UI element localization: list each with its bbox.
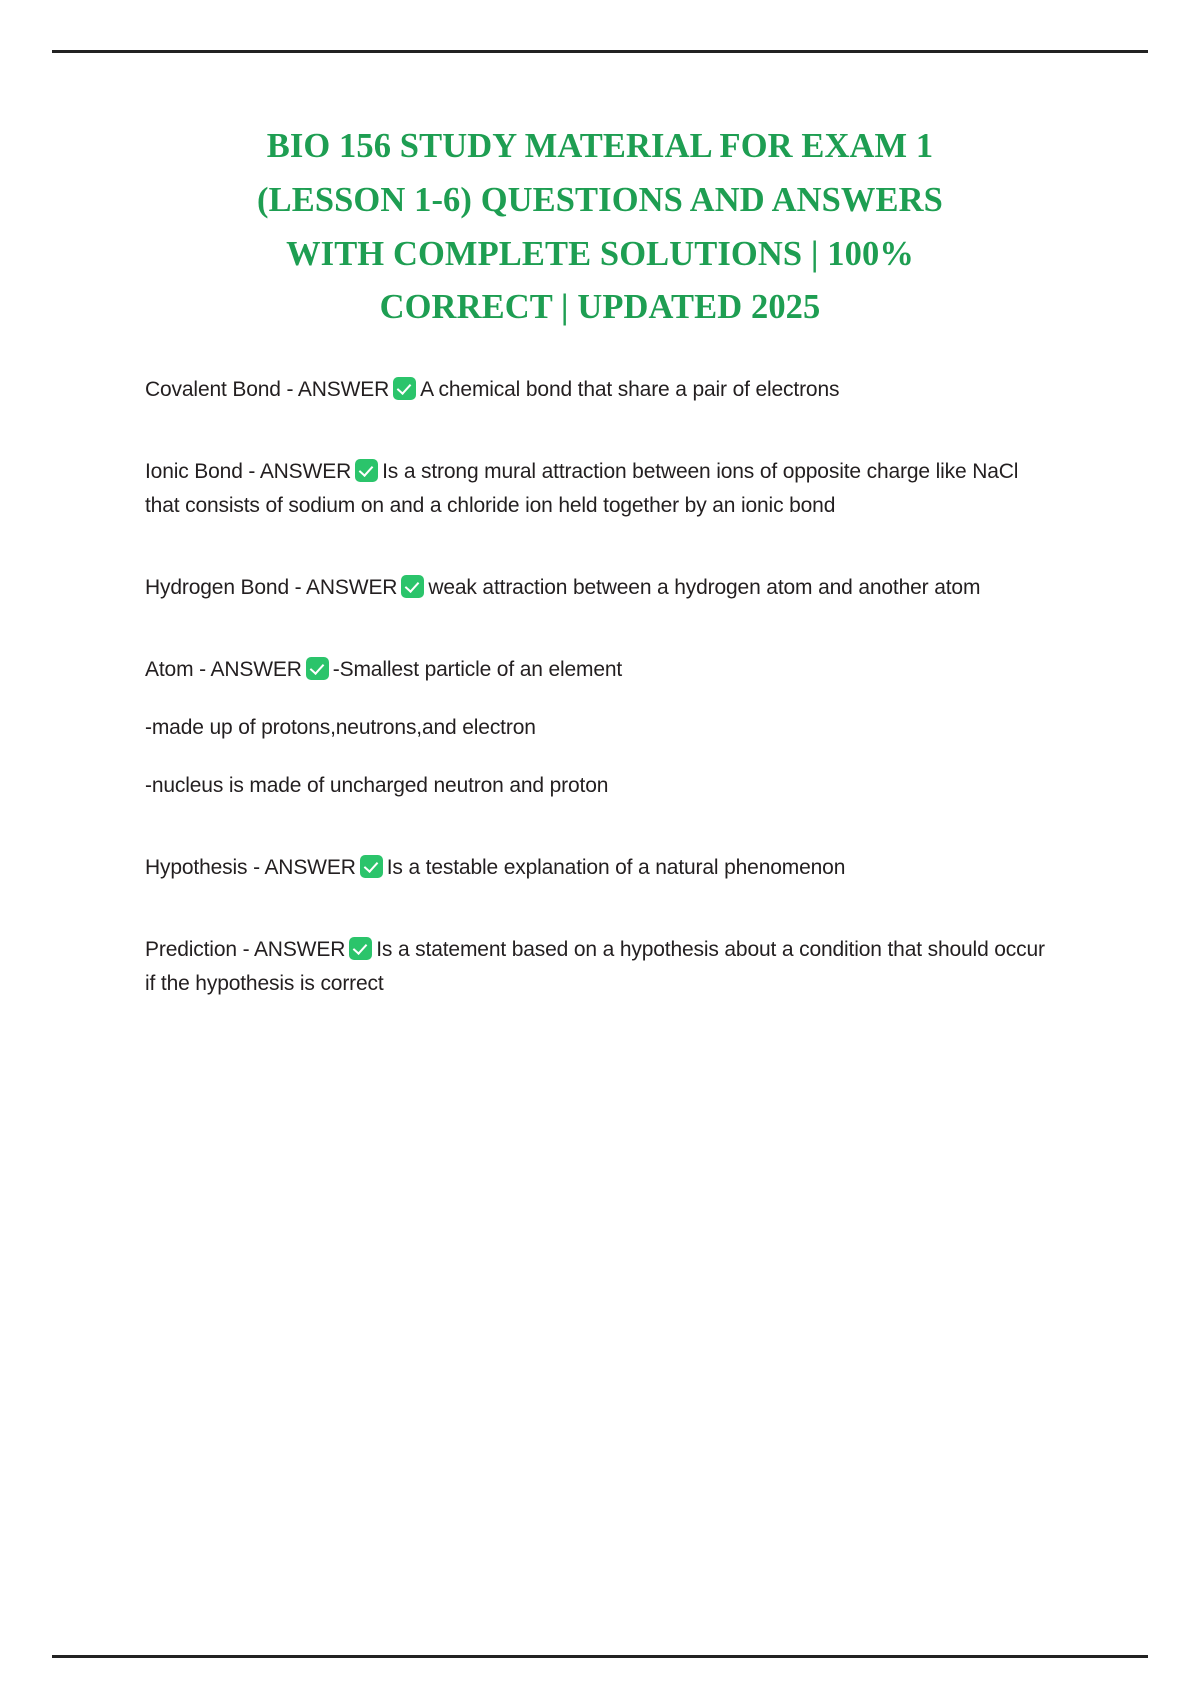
- qa-item: [145, 653, 1055, 803]
- qa-answer-label: ANSWER: [264, 856, 356, 880]
- page-title-line-2: (LESSON 1-6) QUESTIONS AND ANSWERS: [257, 180, 943, 219]
- qa-item: [145, 571, 1055, 605]
- qa-line: [145, 373, 1055, 407]
- qa-item: [145, 455, 1055, 523]
- check-mark-icon: [306, 657, 329, 680]
- qa-answer-text: -Smallest particle of an element: [332, 658, 623, 682]
- qa-separator: -: [242, 460, 260, 484]
- qa-line: [145, 571, 1055, 605]
- qa-separator: -: [247, 856, 265, 880]
- page-title-line-1: BIO 156 STUDY MATERIAL FOR EXAM 1: [266, 127, 934, 165]
- qa-answer-label: ANSWER: [306, 576, 398, 600]
- qa-separator: -: [193, 658, 211, 682]
- check-mark-icon: [393, 377, 416, 400]
- page-title-line-4: CORRECT | UPDATED 2025: [379, 288, 821, 327]
- qa-line: [145, 653, 1055, 687]
- qa-term: Covalent Bond: [145, 378, 281, 402]
- qa-separator: -: [288, 576, 307, 600]
- qa-line: [145, 933, 1055, 1001]
- check-mark-icon: [401, 575, 424, 598]
- qa-term: Atom: [145, 658, 194, 682]
- qa-answer-text: Is a testable explanation of a natural phenomenon: [386, 856, 846, 880]
- qa-item: [145, 933, 1055, 1001]
- qa-answer-label: ANSWER: [259, 460, 352, 484]
- check-mark-icon: [360, 855, 383, 878]
- qa-term: Prediction: [145, 938, 237, 962]
- qa-term: Ionic Bond: [145, 460, 243, 484]
- qa-item: [145, 373, 1055, 407]
- qa-extra-line: -nucleus is made of uncharged neutron and proton: [145, 774, 609, 798]
- qa-answer-text: Is a strong mural attraction between ions of opposite charge like NaCl that consists of sodium on and a chloride ion held together by an ionic bond: [145, 460, 1019, 518]
- qa-line: [145, 455, 1055, 523]
- qa-item: [145, 851, 1055, 885]
- qa-answer-text: Is a statement based on a hypothesis about a condition that should occur if the hypothesis is correct: [145, 938, 1045, 996]
- page-bottom-rule: [52, 1655, 1148, 1658]
- qa-extra-line: -made up of protons,neutrons,and electron: [145, 716, 536, 740]
- qa-answer-text: A chemical bond that share a pair of electrons: [420, 378, 840, 402]
- page-top-rule: [52, 50, 1148, 53]
- qa-separator: -: [280, 378, 298, 402]
- page-title-line-3: WITH COMPLETE SOLUTIONS | 100%: [286, 234, 914, 273]
- page-title: [145, 120, 1055, 335]
- qa-list: [145, 373, 1055, 1001]
- qa-answer-label: ANSWER: [210, 658, 302, 682]
- document-content: [145, 120, 1055, 1001]
- check-mark-icon: [349, 937, 372, 960]
- qa-separator: -: [236, 938, 254, 962]
- check-mark-icon: [355, 459, 378, 482]
- qa-answer-label: ANSWER: [297, 378, 390, 402]
- qa-answer-label: ANSWER: [253, 938, 346, 962]
- qa-answer-text: weak attraction between a hydrogen atom and another atom: [428, 576, 981, 600]
- qa-term: Hydrogen Bond: [145, 576, 289, 600]
- qa-term: Hypothesis: [145, 856, 248, 880]
- qa-line: [145, 851, 1055, 885]
